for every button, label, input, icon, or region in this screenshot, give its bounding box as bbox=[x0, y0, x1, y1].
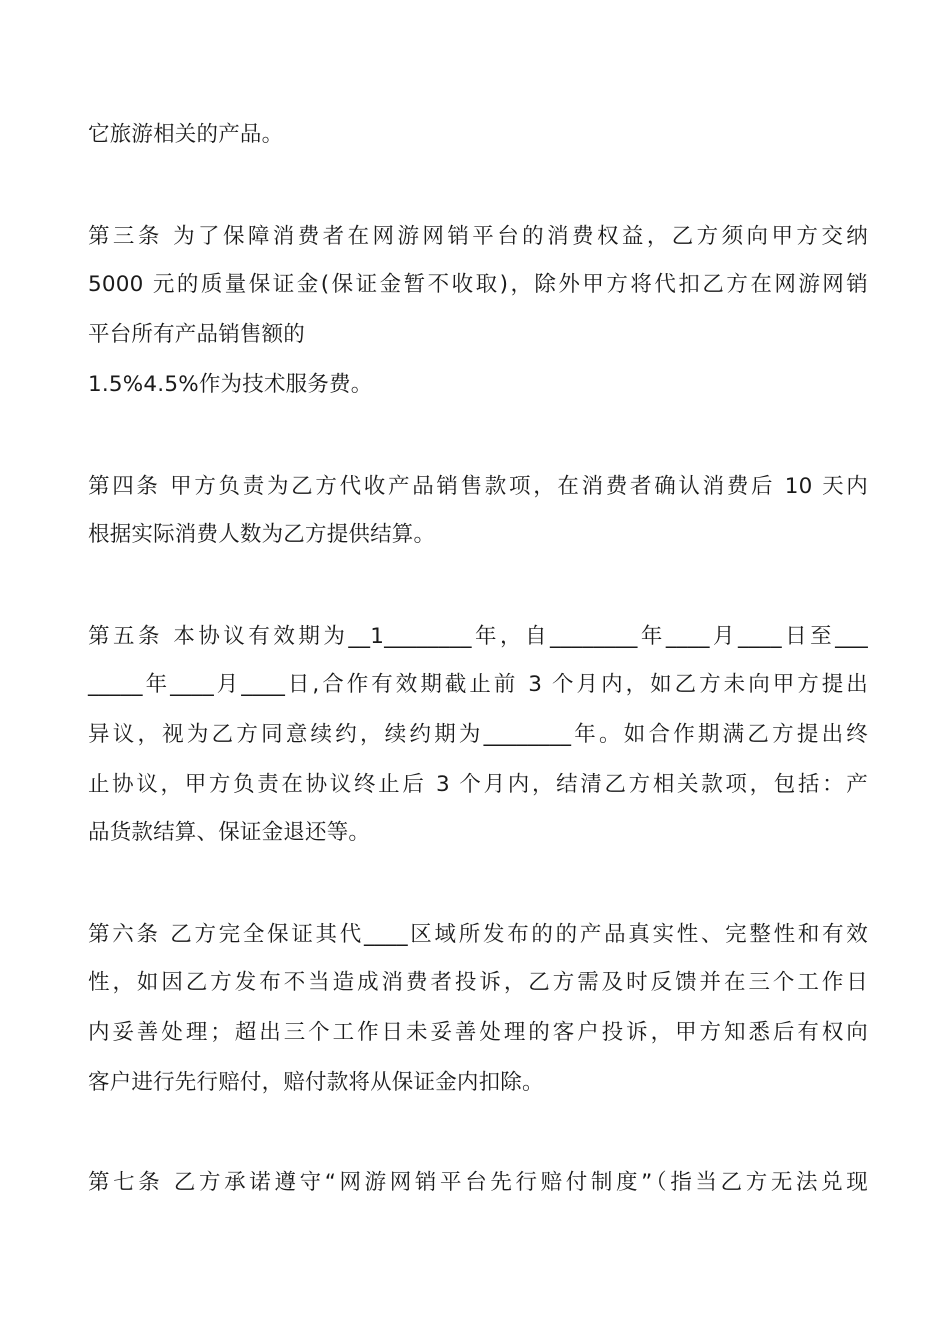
text-line: 第七条 乙方承诺遵守“网游网销平台先行赔付制度”（指当乙方无法兑现 bbox=[88, 1170, 868, 1195]
text-line: 根据实际消费人数为乙方提供结算。 bbox=[88, 522, 436, 547]
text-line: 第五条 本协议有效期为__1________年，自________年____月____日至___ bbox=[88, 624, 868, 649]
text-line: 第三条 为了保障消费者在网游网销平台的消费权益，乙方须向甲方交纳 bbox=[88, 224, 868, 249]
text-line: 异议，视为乙方同意续约，续约期为________年。如合作期满乙方提出终 bbox=[88, 722, 868, 747]
text-line: 第六条 乙方完全保证其代____区域所发布的的产品真实性、完整性和有效 bbox=[88, 922, 868, 947]
text-line: _____年____月____日,合作有效期截止前 3 个月内，如乙方未向甲方提出 bbox=[88, 672, 868, 697]
text-line: 它旅游相关的产品。 bbox=[88, 122, 284, 147]
text-line: 客户进行先行赔付，赔付款将从保证金内扣除。 bbox=[88, 1070, 544, 1095]
text-line: 品货款结算、保证金退还等。 bbox=[88, 820, 371, 845]
text-line: 性，如因乙方发布不当造成消费者投诉，乙方需及时反馈并在三个工作日 bbox=[88, 970, 868, 995]
text-line: 内妥善处理；超出三个工作日未妥善处理的客户投诉，甲方知悉后有权向 bbox=[88, 1020, 868, 1045]
text-line: 平台所有产品销售额的 bbox=[88, 322, 306, 347]
text-line: 5000 元的质量保证金(保证金暂不收取)，除外甲方将代扣乙方在网游网销 bbox=[88, 272, 868, 297]
text-line: 止协议，甲方负责在协议终止后 3 个月内，结清乙方相关款项，包括：产 bbox=[88, 772, 868, 797]
text-line: 1.5%4.5%作为技术服务费。 bbox=[88, 372, 373, 397]
text-line: 第四条 甲方负责为乙方代收产品销售款项，在消费者确认消费后 10 天内 bbox=[88, 474, 868, 499]
